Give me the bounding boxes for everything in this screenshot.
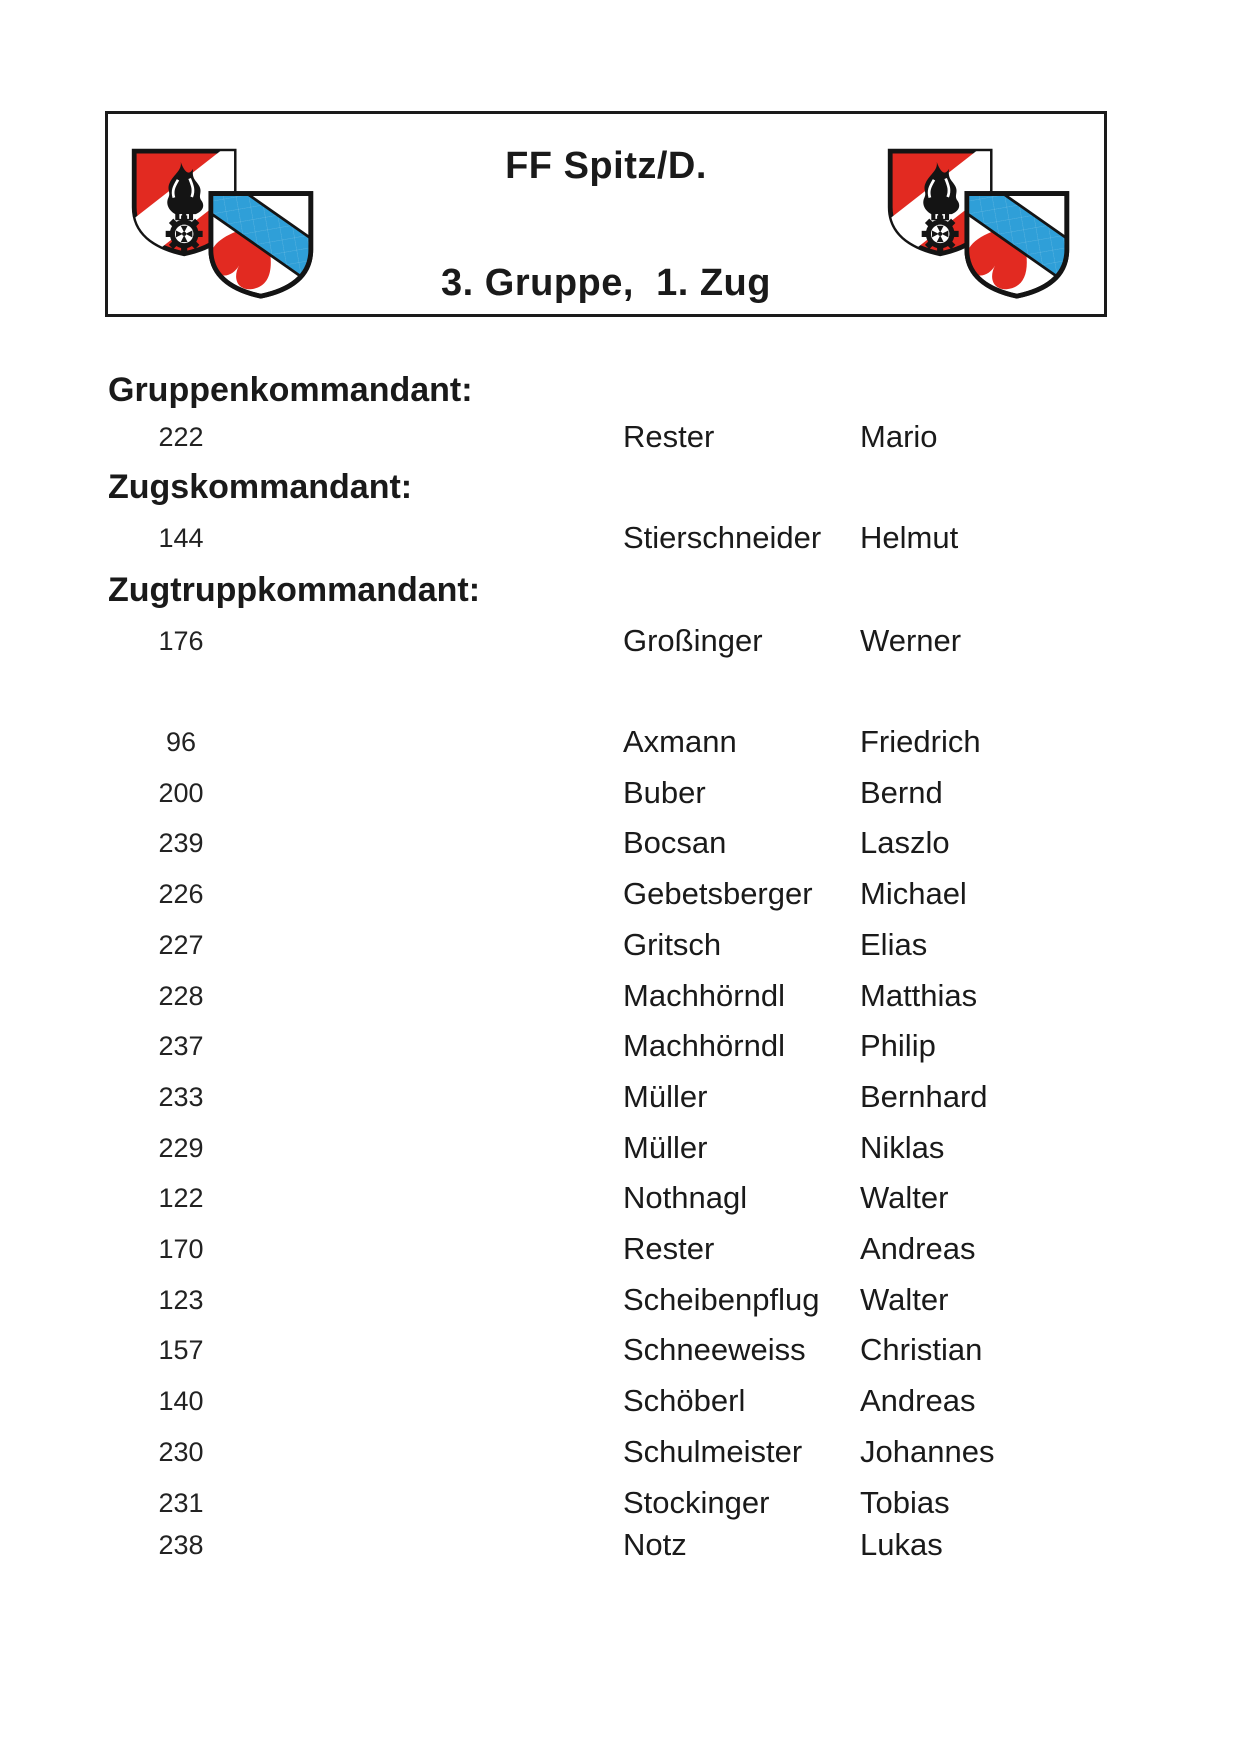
header-box: [105, 111, 1107, 317]
zugskommandant-row: [0, 517, 1241, 559]
member-number: 231: [158, 1488, 204, 1518]
member-row: [0, 1279, 1241, 1321]
member-row: [0, 1177, 1241, 1219]
member-first-name: Christian: [860, 1332, 983, 1367]
member-first-name: Friedrich: [860, 724, 981, 759]
member-first-name: Andreas: [860, 1383, 976, 1418]
section-label-zugtruppkommandant: Zugtruppkommandant:: [108, 571, 481, 609]
member-row: [0, 1524, 1241, 1566]
member-row: [0, 1380, 1241, 1422]
member-row: [0, 873, 1241, 915]
member-first-name: Matthias: [860, 978, 978, 1013]
member-row: [0, 1431, 1241, 1473]
member-row: [0, 1228, 1241, 1270]
member-number: 222: [158, 422, 204, 452]
member-number: 144: [158, 523, 204, 553]
member-last-name: Schulmeister: [623, 1434, 803, 1469]
member-number: 122: [158, 1183, 204, 1213]
member-last-name: Buber: [623, 775, 706, 810]
member-first-name: Tobias: [860, 1485, 950, 1520]
member-row: [0, 772, 1241, 814]
member-number: 96: [165, 727, 197, 757]
member-last-name: Nothnagl: [623, 1180, 748, 1215]
member-number: 157: [158, 1335, 204, 1365]
member-number: 233: [158, 1082, 204, 1112]
member-last-name: Scheibenpflug: [623, 1282, 820, 1317]
document-subtitle: 3. Gruppe, 1. Zug: [441, 262, 771, 304]
member-row: [0, 1076, 1241, 1118]
member-first-name: Bernhard: [860, 1079, 988, 1114]
member-number: 123: [158, 1285, 204, 1315]
member-row: [0, 975, 1241, 1017]
member-first-name: Lukas: [860, 1527, 943, 1562]
member-row: [0, 721, 1241, 763]
member-last-name: Großinger: [623, 623, 763, 658]
member-first-name: Andreas: [860, 1231, 976, 1266]
zugtruppkommandant-row: [0, 620, 1241, 662]
section-label-gruppenkommandant: Gruppenkommandant:: [108, 371, 473, 409]
section-label-zugskommandant: Zugskommandant:: [108, 468, 413, 506]
member-first-name: Niklas: [860, 1130, 945, 1165]
member-last-name: Schneeweiss: [623, 1332, 806, 1367]
member-last-name: Notz: [623, 1527, 687, 1562]
member-row: [0, 1329, 1241, 1371]
member-number: 230: [158, 1437, 204, 1467]
member-number: 239: [158, 828, 204, 858]
member-row: [0, 1127, 1241, 1169]
member-last-name: Rester: [623, 1231, 715, 1266]
gruppenkommandant-row: [0, 416, 1241, 458]
member-first-name: Johannes: [860, 1434, 995, 1469]
member-number: 228: [158, 981, 204, 1011]
member-last-name: Machhörndl: [623, 978, 785, 1013]
member-number: 227: [158, 930, 204, 960]
member-first-name: Mario: [860, 419, 938, 454]
member-first-name: Michael: [860, 876, 967, 911]
member-first-name: Werner: [860, 623, 962, 658]
fire-brigade-coat-of-arms-right-icon: [886, 147, 1071, 301]
member-number: 140: [158, 1386, 204, 1416]
member-first-name: Walter: [860, 1282, 949, 1317]
member-last-name: Stierschneider: [623, 520, 822, 555]
member-last-name: Gritsch: [623, 927, 722, 962]
member-row: [0, 822, 1241, 864]
member-row: [0, 1482, 1241, 1524]
member-last-name: Rester: [623, 419, 715, 454]
member-number: 238: [158, 1530, 204, 1560]
member-number: 226: [158, 879, 204, 909]
member-last-name: Gebetsberger: [623, 876, 813, 911]
member-number: 237: [158, 1031, 204, 1061]
document-title: FF Spitz/D.: [505, 145, 707, 187]
member-first-name: Bernd: [860, 775, 943, 810]
member-first-name: Walter: [860, 1180, 949, 1215]
member-row: [0, 1025, 1241, 1067]
member-row: [0, 924, 1241, 966]
member-last-name: Stockinger: [623, 1485, 770, 1520]
member-last-name: Bocsan: [623, 825, 727, 860]
member-last-name: Axmann: [623, 724, 737, 759]
member-first-name: Elias: [860, 927, 928, 962]
member-last-name: Schöberl: [623, 1383, 746, 1418]
member-last-name: Müller: [623, 1079, 708, 1114]
member-last-name: Machhörndl: [623, 1028, 785, 1063]
member-number: 229: [158, 1133, 204, 1163]
member-number: 176: [158, 626, 204, 656]
member-number: 200: [158, 778, 204, 808]
member-first-name: Philip: [860, 1028, 936, 1063]
member-last-name: Müller: [623, 1130, 708, 1165]
member-number: 170: [158, 1234, 204, 1264]
member-first-name: Helmut: [860, 520, 959, 555]
member-first-name: Laszlo: [860, 825, 950, 860]
